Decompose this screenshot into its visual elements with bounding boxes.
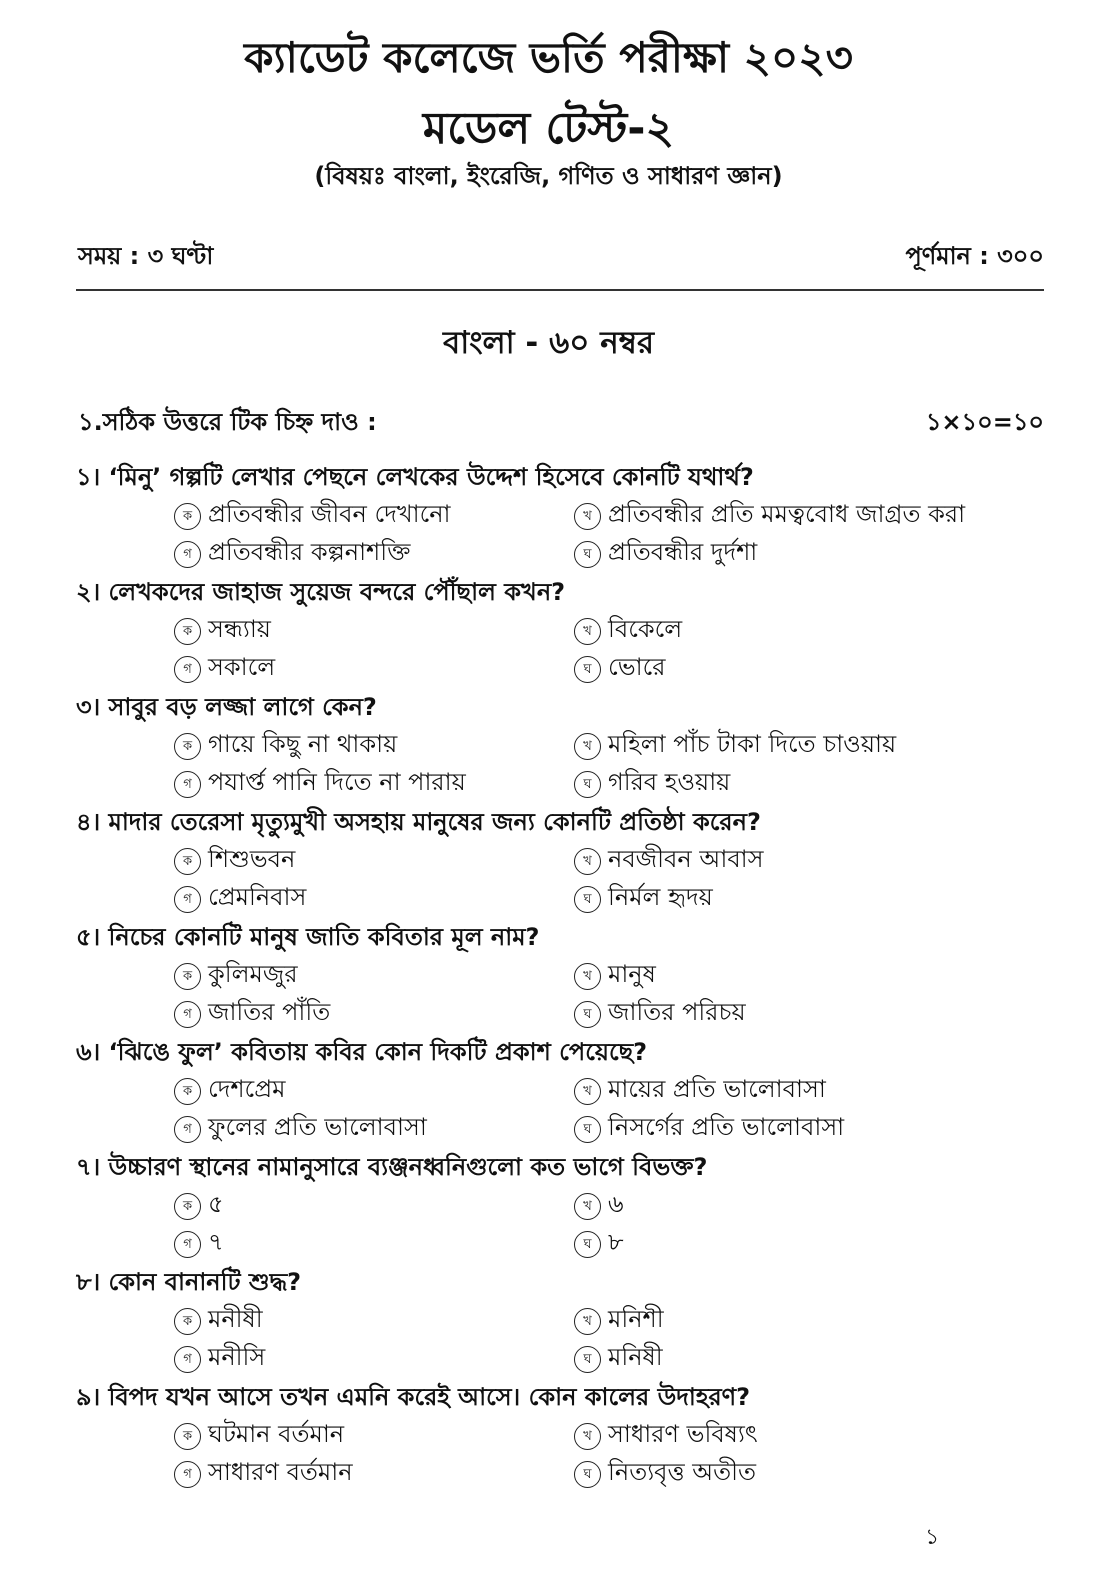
option-row bbox=[76, 1072, 1056, 1110]
question-list bbox=[76, 458, 1056, 1493]
option-label: জাতির পাঁতি bbox=[208, 998, 331, 1026]
option-label: মনিশী bbox=[608, 1305, 664, 1333]
option-marker: ঘ bbox=[574, 771, 601, 798]
option-choice[interactable] bbox=[574, 650, 1044, 688]
option-label: ৫ bbox=[208, 1190, 224, 1218]
subjects-line: (বিষয়ঃ বাংলা, ইংরেজি, গণিত ও সাধারণ জ্ঞান) bbox=[314, 162, 783, 190]
option-row bbox=[76, 842, 1056, 880]
option-label: সাধারণ ভবিষ্যৎ bbox=[608, 1420, 758, 1448]
page-number: ১ bbox=[925, 1525, 940, 1550]
option-marker: খ bbox=[574, 963, 601, 990]
option-marker: খ bbox=[574, 733, 601, 760]
option-marker: ঘ bbox=[574, 886, 601, 913]
option-choice[interactable] bbox=[174, 535, 574, 573]
option-choice[interactable] bbox=[174, 612, 574, 650]
option-marker: গ bbox=[174, 1461, 201, 1488]
option-label: মানুষ bbox=[608, 960, 656, 988]
option-choice[interactable] bbox=[574, 497, 1044, 535]
option-choice[interactable] bbox=[174, 1340, 574, 1378]
option-marker: খ bbox=[574, 848, 601, 875]
question-text: ৪। মাদার তেরেসা মৃত্যুমুখী অসহায় মানুষের জন্য কোনটি প্রতিষ্ঠা করেন? bbox=[76, 808, 761, 836]
option-marker: ক bbox=[174, 1078, 201, 1105]
option-row bbox=[76, 497, 1056, 535]
option-choice[interactable] bbox=[174, 842, 574, 880]
option-choice[interactable] bbox=[574, 995, 1044, 1033]
option-marker: খ bbox=[574, 1078, 601, 1105]
option-label: নির্মল হৃদয় bbox=[608, 883, 713, 911]
option-marker: ক bbox=[174, 1193, 201, 1220]
option-marker: খ bbox=[574, 1308, 601, 1335]
option-row bbox=[76, 650, 1056, 688]
question-text: ৭। উচ্চারণ স্থানের নামানুসারে ব্যঞ্জনধ্বনিগুলো কত ভাগে বিভক্ত? bbox=[76, 1153, 708, 1181]
option-choice[interactable] bbox=[174, 995, 574, 1033]
option-marker: গ bbox=[174, 1116, 201, 1143]
question-text: ১। ‘মিনু’ গল্পটি লেখার পেছনে লেখকের উদ্দেশ হিসেবে কোনটি যথার্থ? bbox=[76, 463, 754, 491]
option-row bbox=[76, 1340, 1056, 1378]
option-marker: ঘ bbox=[574, 1461, 601, 1488]
option-row bbox=[76, 1417, 1056, 1455]
question-item bbox=[76, 803, 1056, 918]
option-label: মনীসি bbox=[208, 1343, 266, 1371]
option-marker: গ bbox=[174, 771, 201, 798]
option-label: ৬ bbox=[608, 1190, 624, 1218]
option-label: মহিলা পাঁচ টাকা দিতে চাওয়ায় bbox=[608, 730, 897, 758]
option-choice[interactable] bbox=[574, 612, 1044, 650]
option-marker: গ bbox=[174, 1001, 201, 1028]
question-item bbox=[76, 1148, 1056, 1263]
time-label: সময় : ৩ ঘণ্টা bbox=[78, 242, 214, 270]
option-marker: খ bbox=[574, 1193, 601, 1220]
option-choice[interactable] bbox=[574, 880, 1044, 918]
option-choice[interactable] bbox=[174, 1110, 574, 1148]
option-marker: খ bbox=[574, 1423, 601, 1450]
model-test-title: মডেল টেস্ট-২ bbox=[422, 103, 675, 154]
option-label: সাধারণ বর্তমান bbox=[208, 1458, 353, 1486]
option-choice[interactable] bbox=[574, 1455, 1044, 1493]
option-row bbox=[76, 957, 1056, 995]
question-text: ২। লেখকদের জাহাজ সুয়েজ বন্দরে পৌঁছাল কখন? bbox=[76, 578, 566, 606]
instruction-text: ১.সঠিক উত্তরে টিক চিহ্ন দাও : bbox=[78, 408, 377, 436]
option-marker: খ bbox=[574, 503, 601, 530]
option-choice[interactable] bbox=[574, 1340, 1044, 1378]
option-row bbox=[76, 1187, 1056, 1225]
option-label: ফুলের প্রতি ভালোবাসা bbox=[208, 1113, 427, 1141]
header-divider bbox=[76, 289, 1044, 291]
option-choice[interactable] bbox=[174, 1302, 574, 1340]
option-marker: ঘ bbox=[574, 656, 601, 683]
option-marker: ক bbox=[174, 963, 201, 990]
option-label: নবজীবন আবাস bbox=[608, 845, 764, 873]
option-marker: গ bbox=[174, 541, 201, 568]
question-item bbox=[76, 1378, 1056, 1493]
instruction-marks: ১×১০=১০ bbox=[925, 408, 1044, 436]
option-choice[interactable] bbox=[174, 880, 574, 918]
option-choice[interactable] bbox=[174, 650, 574, 688]
question-item bbox=[76, 458, 1056, 573]
section-heading: বাংলা - ৬০ নম্বর bbox=[442, 325, 655, 361]
question-item bbox=[76, 918, 1056, 1033]
option-marker: ঘ bbox=[574, 1116, 601, 1143]
question-item bbox=[76, 1033, 1056, 1148]
option-label: ৮ bbox=[608, 1228, 624, 1256]
instruction-row bbox=[78, 402, 1044, 446]
option-label: জাতির পরিচয় bbox=[608, 998, 746, 1026]
option-label: মনীষী bbox=[208, 1305, 263, 1333]
option-marker: গ bbox=[174, 656, 201, 683]
option-label: ঘটমান বর্তমান bbox=[208, 1420, 345, 1448]
option-marker: ক bbox=[174, 848, 201, 875]
option-row bbox=[76, 1110, 1056, 1148]
option-row bbox=[76, 1302, 1056, 1340]
option-choice[interactable] bbox=[174, 727, 574, 765]
option-row bbox=[76, 765, 1056, 803]
option-label: নিত্যবৃত্ত অতীত bbox=[608, 1458, 756, 1486]
option-choice[interactable] bbox=[174, 1187, 574, 1225]
option-label: প্রেমনিবাস bbox=[208, 883, 307, 911]
option-marker: ক bbox=[174, 1308, 201, 1335]
option-label: শিশুভবন bbox=[208, 845, 296, 873]
option-choice[interactable] bbox=[174, 1225, 574, 1263]
option-label: গরিব হওয়ায় bbox=[608, 768, 731, 796]
question-item bbox=[76, 1263, 1056, 1378]
option-label: কুলিমজুর bbox=[208, 960, 298, 988]
option-marker: ঘ bbox=[574, 1346, 601, 1373]
option-marker: ঘ bbox=[574, 1001, 601, 1028]
full-marks-label: পূর্ণমান : ৩০০ bbox=[905, 242, 1044, 270]
option-label: সন্ধ্যায় bbox=[208, 615, 271, 643]
option-marker: খ bbox=[574, 618, 601, 645]
option-label: দেশপ্রেম bbox=[208, 1075, 286, 1103]
option-label: প্রতিবন্ধীর কল্পনাশক্তি bbox=[208, 538, 411, 566]
option-choice[interactable] bbox=[174, 957, 574, 995]
option-row bbox=[76, 535, 1056, 573]
option-row bbox=[76, 1455, 1056, 1493]
question-item bbox=[76, 573, 1056, 688]
option-marker: ক bbox=[174, 618, 201, 645]
option-row bbox=[76, 612, 1056, 650]
option-marker: গ bbox=[174, 1346, 201, 1373]
option-row bbox=[76, 1225, 1056, 1263]
option-label: সকালে bbox=[208, 653, 276, 681]
option-label: পযার্প্ত পানি দিতে না পারায় bbox=[208, 768, 466, 796]
option-label: মায়ের প্রতি ভালোবাসা bbox=[608, 1075, 826, 1103]
option-choice[interactable] bbox=[574, 727, 1044, 765]
option-choice[interactable] bbox=[174, 1417, 574, 1455]
question-text: ৩। সাবুর বড় লজ্জা লাগে কেন? bbox=[76, 693, 377, 721]
question-text: ৮। কোন বানানটি শুদ্ধ? bbox=[76, 1268, 302, 1296]
option-choice[interactable] bbox=[574, 842, 1044, 880]
option-choice[interactable] bbox=[574, 1302, 1044, 1340]
option-choice[interactable] bbox=[174, 1455, 574, 1493]
option-label: প্রতিবন্ধীর দুর্দশা bbox=[608, 538, 758, 566]
option-choice[interactable] bbox=[574, 1072, 1044, 1110]
option-marker: ক bbox=[174, 1423, 201, 1450]
question-text: ৬। ‘ঝিঙে ফুল’ কবিতায় কবির কোন দিকটি প্রকাশ পেয়েছে? bbox=[76, 1038, 648, 1066]
exam-title: ক্যাডেট কলেজে ভর্তি পরীক্ষা ২০২৩ bbox=[244, 33, 853, 82]
question-item bbox=[76, 688, 1056, 803]
option-label: নিসর্গের প্রতি ভালোবাসা bbox=[608, 1113, 845, 1141]
option-row bbox=[76, 727, 1056, 765]
option-choice[interactable] bbox=[574, 1417, 1044, 1455]
option-marker: ক bbox=[174, 733, 201, 760]
option-row bbox=[76, 880, 1056, 918]
option-label: গায়ে কিছু না থাকায় bbox=[208, 730, 398, 758]
option-marker: গ bbox=[174, 886, 201, 913]
option-marker: ক bbox=[174, 503, 201, 530]
option-choice[interactable] bbox=[174, 1072, 574, 1110]
option-choice[interactable] bbox=[574, 765, 1044, 803]
option-marker: গ bbox=[174, 1231, 201, 1258]
option-choice[interactable] bbox=[574, 957, 1044, 995]
option-label: প্রতিবন্ধীর প্রতি মমত্ববোধ জাগ্রত করা bbox=[608, 500, 966, 528]
option-choice[interactable] bbox=[574, 1225, 1044, 1263]
option-label: ভোরে bbox=[608, 653, 666, 681]
option-label: বিকেলে bbox=[608, 615, 683, 643]
option-choice[interactable] bbox=[574, 1110, 1044, 1148]
option-marker: ঘ bbox=[574, 541, 601, 568]
exam-meta-row bbox=[78, 238, 1044, 278]
option-row bbox=[76, 995, 1056, 1033]
option-choice[interactable] bbox=[174, 765, 574, 803]
question-text: ৯। বিপদ যখন আসে তখন এমনি করেই আসে। কোন কালের উদাহরণ? bbox=[76, 1383, 751, 1411]
option-label: ৭ bbox=[208, 1228, 224, 1256]
option-marker: ঘ bbox=[574, 1231, 601, 1258]
option-label: মনিষী bbox=[608, 1343, 663, 1371]
option-choice[interactable] bbox=[174, 497, 574, 535]
option-choice[interactable] bbox=[574, 535, 1044, 573]
question-text: ৫। নিচের কোনটি মানুষ জাতি কবিতার মূল নাম? bbox=[76, 923, 540, 951]
option-choice[interactable] bbox=[574, 1187, 1044, 1225]
option-label: প্রতিবন্ধীর জীবন দেখানো bbox=[208, 500, 451, 528]
